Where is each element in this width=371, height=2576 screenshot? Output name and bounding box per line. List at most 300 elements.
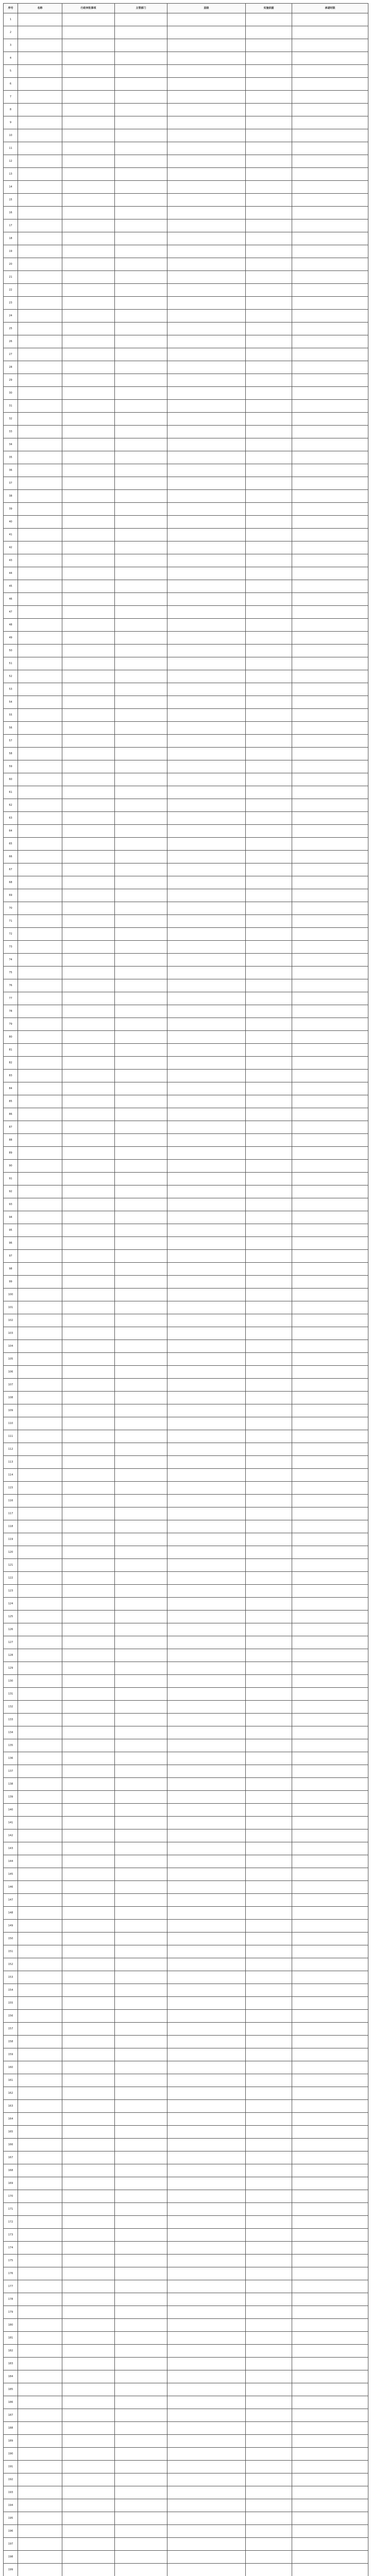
table-cell <box>246 1855 292 1868</box>
table-cell <box>115 2448 167 2461</box>
table-row <box>4 52 368 65</box>
table-cell: 139 <box>4 1791 18 1804</box>
table-cell <box>246 2242 292 2255</box>
table-cell <box>62 129 115 142</box>
table-cell <box>292 670 368 683</box>
table-cell <box>246 1070 292 1082</box>
table-cell <box>18 1765 62 1778</box>
table-cell <box>246 207 292 219</box>
table-cell <box>62 825 115 838</box>
table-cell <box>115 1726 167 1739</box>
table-cell <box>246 2036 292 2048</box>
table-row <box>4 799 368 812</box>
table-cell <box>18 902 62 915</box>
table-cell <box>115 1688 167 1701</box>
table-cell: 3 <box>4 39 18 52</box>
table-cell <box>62 1430 115 1443</box>
table-cell <box>246 2074 292 2087</box>
table-cell <box>246 902 292 915</box>
table-cell: 112 <box>4 1443 18 1456</box>
table-cell <box>18 387 62 400</box>
table-cell <box>292 1778 368 1791</box>
table-cell <box>62 2525 115 2538</box>
table-row <box>4 554 368 567</box>
table-cell: 163 <box>4 2100 18 2113</box>
table-cell: 111 <box>4 1430 18 1443</box>
table-cell <box>246 2473 292 2486</box>
table-cell <box>292 438 368 451</box>
table-cell <box>18 941 62 954</box>
table-cell <box>115 1533 167 1546</box>
table-cell <box>115 361 167 374</box>
table-row <box>4 1495 368 1507</box>
table-cell <box>167 2383 246 2396</box>
table-cell <box>246 1147 292 1160</box>
table-row <box>4 928 368 941</box>
table-cell: 49 <box>4 632 18 645</box>
table-row <box>4 2203 368 2216</box>
table-cell <box>115 541 167 554</box>
table-cell <box>115 2177 167 2190</box>
table-cell <box>18 1842 62 1855</box>
table-cell <box>62 1701 115 1714</box>
table-cell <box>167 1920 246 1933</box>
table-cell <box>115 941 167 954</box>
table-cell: 97 <box>4 1250 18 1263</box>
table-cell: 21 <box>4 271 18 284</box>
table-cell <box>18 2332 62 2345</box>
table-cell <box>167 2229 246 2242</box>
table-row <box>4 438 368 451</box>
table-cell <box>167 1211 246 1224</box>
table-cell <box>246 1997 292 2010</box>
table-cell <box>167 1611 246 1623</box>
table-cell <box>62 1237 115 1250</box>
table-cell <box>115 2216 167 2229</box>
table-cell <box>115 1404 167 1417</box>
table-cell <box>115 490 167 503</box>
table-cell <box>246 1276 292 1289</box>
table-cell <box>167 116 246 129</box>
table-row <box>4 1958 368 1971</box>
table-cell <box>246 413 292 426</box>
table-row <box>4 1598 368 1611</box>
table-cell: 74 <box>4 954 18 967</box>
table-row <box>4 1404 368 1417</box>
table-cell <box>115 271 167 284</box>
table-row <box>4 2564 368 2576</box>
table-cell <box>292 348 368 361</box>
table-cell: 68 <box>4 876 18 889</box>
table-cell <box>62 812 115 825</box>
table-cell <box>115 426 167 438</box>
table-cell <box>115 967 167 979</box>
table-cell <box>292 374 368 387</box>
table-cell <box>18 2448 62 2461</box>
table-cell <box>18 464 62 477</box>
table-cell <box>115 1507 167 1520</box>
table-cell: 11 <box>4 142 18 155</box>
table-cell <box>18 1507 62 1520</box>
table-cell <box>115 26 167 39</box>
table-cell <box>292 979 368 992</box>
table-cell <box>167 902 246 915</box>
table-cell <box>18 323 62 335</box>
table-cell: 40 <box>4 516 18 529</box>
table-cell <box>62 348 115 361</box>
table-cell <box>62 1031 115 1044</box>
table-cell <box>246 529 292 541</box>
table-cell <box>18 2409 62 2422</box>
table-cell <box>246 1714 292 1726</box>
table-cell <box>246 1752 292 1765</box>
table-cell <box>167 992 246 1005</box>
table-cell <box>167 812 246 825</box>
table-cell <box>246 2551 292 2564</box>
table-cell <box>62 1018 115 1031</box>
table-row <box>4 1611 368 1623</box>
table-cell <box>115 812 167 825</box>
table-cell <box>167 1726 246 1739</box>
table-row <box>4 2280 368 2293</box>
table-cell <box>115 1469 167 1482</box>
table-row <box>4 941 368 954</box>
table-cell <box>292 516 368 529</box>
table-cell: 132 <box>4 1701 18 1714</box>
table-cell <box>246 2229 292 2242</box>
table-cell <box>292 967 368 979</box>
table-cell <box>62 748 115 760</box>
table-cell <box>18 2461 62 2473</box>
table-cell <box>167 2358 246 2370</box>
table-row <box>4 464 368 477</box>
table-cell: 94 <box>4 1211 18 1224</box>
table-cell <box>167 2242 246 2255</box>
table-cell <box>62 1791 115 1804</box>
table-cell <box>18 245 62 258</box>
table-cell <box>167 2267 246 2280</box>
table-cell: 116 <box>4 1495 18 1507</box>
table-cell <box>167 219 246 232</box>
table-cell <box>62 2023 115 2036</box>
table-cell <box>18 1855 62 1868</box>
table-row <box>4 657 368 670</box>
table-cell <box>115 1327 167 1340</box>
table-cell <box>292 2551 368 2564</box>
table-cell <box>167 1340 246 1353</box>
table-cell <box>167 889 246 902</box>
table-cell: 176 <box>4 2267 18 2280</box>
table-cell <box>62 155 115 168</box>
table-cell <box>18 374 62 387</box>
table-cell <box>292 1829 368 1842</box>
table-cell <box>18 1044 62 1057</box>
table-row <box>4 2473 368 2486</box>
table-cell <box>292 645 368 657</box>
table-row <box>4 812 368 825</box>
table-cell <box>167 825 246 838</box>
table-cell <box>167 773 246 786</box>
table-cell <box>246 297 292 310</box>
table-cell: 195 <box>4 2512 18 2525</box>
table-cell <box>292 760 368 773</box>
table-cell <box>115 1224 167 1237</box>
table-cell <box>115 915 167 928</box>
table-row <box>4 2499 368 2512</box>
table-cell <box>292 2267 368 2280</box>
table-cell <box>62 2267 115 2280</box>
table-cell <box>62 516 115 529</box>
table-cell <box>62 1907 115 1920</box>
table-cell <box>292 1675 368 1688</box>
table-row <box>4 1778 368 1791</box>
table-row <box>4 2538 368 2551</box>
table-cell <box>115 1907 167 1920</box>
table-cell <box>167 464 246 477</box>
table-cell <box>292 876 368 889</box>
table-cell <box>18 2345 62 2358</box>
table-cell <box>167 1971 246 1984</box>
table-row <box>4 1276 368 1289</box>
table-cell <box>292 1855 368 1868</box>
table-cell <box>292 2100 368 2113</box>
table-cell <box>292 786 368 799</box>
table-cell <box>62 722 115 735</box>
table-row <box>4 1224 368 1237</box>
table-cell: 110 <box>4 1417 18 1430</box>
table-cell: 136 <box>4 1752 18 1765</box>
table-cell <box>115 1070 167 1082</box>
table-row <box>4 1121 368 1134</box>
table-row <box>4 1829 368 1842</box>
table-cell: 64 <box>4 825 18 838</box>
table-cell <box>246 2422 292 2435</box>
table-cell <box>115 1804 167 1817</box>
table-cell: 16 <box>4 207 18 219</box>
table-cell <box>246 2306 292 2319</box>
table-row <box>4 1997 368 2010</box>
table-cell <box>18 1314 62 1327</box>
table-cell <box>115 2551 167 2564</box>
table-cell <box>115 387 167 400</box>
table-cell: 1 <box>4 13 18 26</box>
table-cell: 96 <box>4 1237 18 1250</box>
table-cell <box>62 838 115 851</box>
table-cell <box>292 619 368 632</box>
table-row <box>4 2139 368 2151</box>
table-cell <box>115 2332 167 2345</box>
table-cell: 44 <box>4 567 18 580</box>
table-cell <box>167 104 246 116</box>
table-row <box>4 503 368 516</box>
table-cell <box>246 1340 292 1353</box>
table-cell <box>292 2255 368 2267</box>
table-cell <box>292 1482 368 1495</box>
table-row <box>4 91 368 104</box>
table-row <box>4 2345 368 2358</box>
table-row <box>4 219 368 232</box>
table-cell <box>292 2486 368 2499</box>
table-cell <box>62 1121 115 1134</box>
table-cell <box>115 1778 167 1791</box>
table-cell <box>246 1237 292 1250</box>
table-cell <box>62 1881 115 1894</box>
table-cell <box>115 2267 167 2280</box>
table-cell: 7 <box>4 91 18 104</box>
table-cell <box>115 2396 167 2409</box>
table-cell <box>246 1765 292 1778</box>
table-cell <box>18 2358 62 2370</box>
table-cell <box>292 1366 368 1379</box>
table-cell <box>62 2345 115 2358</box>
table-cell: 47 <box>4 606 18 619</box>
table-cell <box>115 2461 167 2473</box>
table-cell <box>62 786 115 799</box>
table-cell <box>292 1611 368 1623</box>
table-cell <box>167 2473 246 2486</box>
table-cell <box>167 1933 246 1945</box>
table-cell <box>18 477 62 490</box>
table-cell <box>292 2473 368 2486</box>
table-cell <box>62 1611 115 1623</box>
table-cell <box>18 580 62 593</box>
table-cell <box>246 374 292 387</box>
table-row <box>4 683 368 696</box>
table-row <box>4 2229 368 2242</box>
table-row <box>4 1340 368 1353</box>
table-cell <box>246 2461 292 2473</box>
table-cell <box>18 1443 62 1456</box>
table-cell <box>115 2255 167 2267</box>
table-cell: 88 <box>4 1134 18 1147</box>
table-cell <box>18 310 62 323</box>
table-cell: 101 <box>4 1301 18 1314</box>
table-cell <box>292 426 368 438</box>
table-cell <box>115 39 167 52</box>
table-cell <box>115 413 167 426</box>
table-cell <box>292 2216 368 2229</box>
column-header-basis: 实施依据 <box>246 4 292 13</box>
table-row <box>4 580 368 593</box>
table-cell <box>115 1842 167 1855</box>
table-cell <box>167 2126 246 2139</box>
table-cell <box>292 915 368 928</box>
table-cell <box>292 863 368 876</box>
table-cell <box>246 387 292 400</box>
table-cell <box>62 1739 115 1752</box>
table-cell: 128 <box>4 1649 18 1662</box>
table-cell <box>62 1469 115 1482</box>
table-cell <box>292 735 368 748</box>
table-cell <box>62 438 115 451</box>
table-cell <box>62 1842 115 1855</box>
table-cell <box>18 1881 62 1894</box>
table-cell <box>18 709 62 722</box>
table-cell <box>18 632 62 645</box>
table-cell: 103 <box>4 1327 18 1340</box>
table-cell <box>292 529 368 541</box>
table-cell <box>167 2280 246 2293</box>
table-cell <box>18 657 62 670</box>
table-row <box>4 1984 368 1997</box>
table-cell <box>18 2551 62 2564</box>
table-cell <box>167 2551 246 2564</box>
table-cell <box>18 567 62 580</box>
table-cell <box>18 1469 62 1482</box>
table-cell <box>167 915 246 928</box>
table-cell <box>62 207 115 219</box>
table-cell <box>246 1623 292 1636</box>
table-cell <box>62 1482 115 1495</box>
table-cell <box>246 2113 292 2126</box>
table-cell <box>62 232 115 245</box>
table-cell <box>167 593 246 606</box>
table-cell <box>292 219 368 232</box>
table-cell <box>246 155 292 168</box>
table-cell <box>246 1108 292 1121</box>
table-cell <box>167 2100 246 2113</box>
table-cell <box>167 129 246 142</box>
table-cell <box>18 2525 62 2538</box>
table-cell <box>18 104 62 116</box>
table-cell <box>292 2023 368 2036</box>
table-cell <box>292 1765 368 1778</box>
table-cell <box>167 1430 246 1443</box>
table-cell <box>246 2525 292 2538</box>
table-cell <box>115 593 167 606</box>
table-cell <box>18 799 62 812</box>
table-row <box>4 426 368 438</box>
table-cell <box>292 1340 368 1353</box>
table-cell <box>62 709 115 722</box>
table-row <box>4 1546 368 1559</box>
table-cell <box>167 374 246 387</box>
table-row <box>4 1971 368 1984</box>
table-cell <box>292 258 368 271</box>
table-cell <box>115 1855 167 1868</box>
table-cell <box>18 838 62 851</box>
table-cell: 45 <box>4 580 18 593</box>
table-cell: 100 <box>4 1289 18 1301</box>
table-cell <box>246 438 292 451</box>
table-cell <box>115 786 167 799</box>
table-cell <box>62 142 115 155</box>
table-cell: 108 <box>4 1392 18 1404</box>
table-cell <box>18 2113 62 2126</box>
table-cell <box>115 760 167 773</box>
table-cell <box>167 2499 246 2512</box>
table-cell: 150 <box>4 1933 18 1945</box>
table-cell <box>18 1894 62 1907</box>
table-cell <box>167 2512 246 2525</box>
table-cell: 192 <box>4 2473 18 2486</box>
table-cell <box>115 1108 167 1121</box>
table-cell <box>62 1572 115 1585</box>
table-cell <box>246 1404 292 1417</box>
table-cell <box>115 902 167 915</box>
table-cell <box>246 2139 292 2151</box>
table-row <box>4 1623 368 1636</box>
table-cell <box>167 760 246 773</box>
table-cell: 51 <box>4 657 18 670</box>
table-cell <box>292 1997 368 2010</box>
table-cell <box>62 1520 115 1533</box>
table-cell <box>292 1598 368 1611</box>
table-row <box>4 2216 368 2229</box>
table-cell <box>115 503 167 516</box>
table-cell <box>62 2087 115 2100</box>
table-cell <box>246 1842 292 1855</box>
